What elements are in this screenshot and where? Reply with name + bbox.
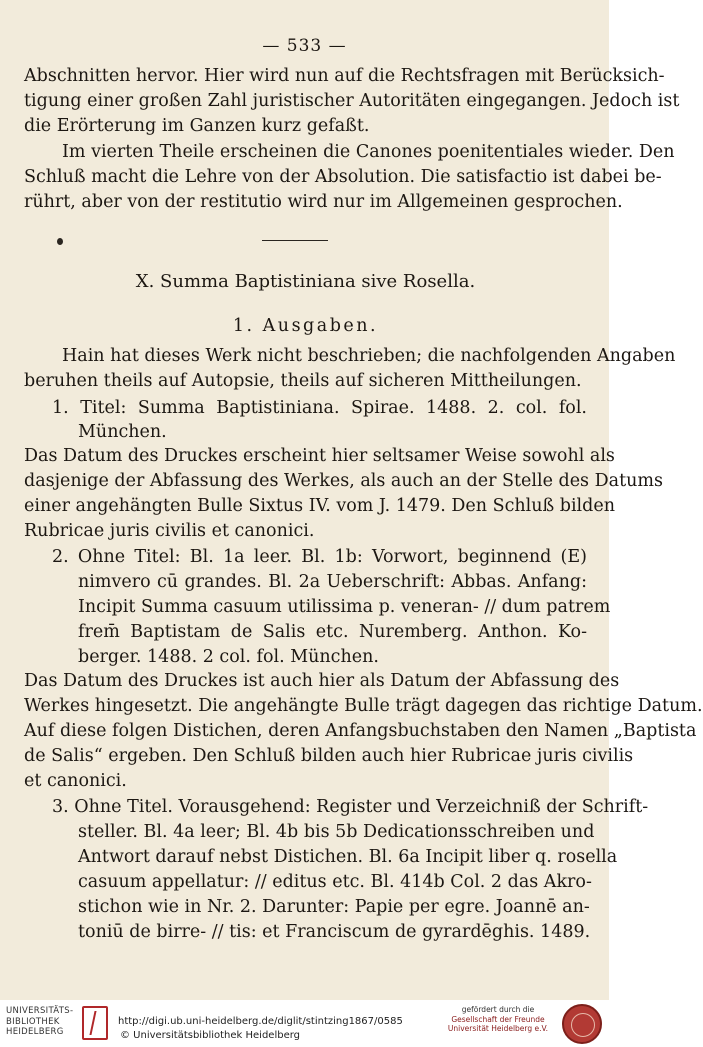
library-name-line: BIBLIOTHEK: [6, 1016, 60, 1027]
funding-line: gefördert durch die: [461, 1005, 535, 1014]
text-line: Das Datum des Druckes erscheint hier seltsamer Weise sowohl als: [24, 446, 615, 466]
text-line: Antwort darauf nebst Distichen. Bl. 6a Incipit liber q. rosella: [78, 847, 618, 867]
section-heading: X. Summa Baptistiniana sive Rosella.: [135, 271, 476, 292]
permalink[interactable]: http://digi.ub.uni-heidelberg.de/diglit/stintzing1867/0585: [118, 1016, 403, 1027]
text-line: Incipit Summa casuum utilissima p. veneran- // dum patrem: [78, 597, 611, 617]
list-item-2-title: 2. Ohne Titel: Bl. 1a leer. Bl. 1b: Vorwort, beginnend (E): [52, 547, 587, 567]
text-line: Auf diese folgen Distichen, deren Anfangsbuchstaben den Namen „Baptista: [24, 721, 697, 741]
subsection-heading: 1. Ausgaben.: [232, 316, 379, 336]
copyright-notice: © Universitätsbibliothek Heidelberg: [120, 1030, 301, 1041]
list-item-3-title: 3. Ohne Titel. Vorausgehend: Register und Verzeichniß der Schrift-: [52, 797, 649, 817]
text-line: berger. 1488. 2 col. fol. München.: [78, 647, 379, 667]
text-line: München.: [78, 422, 167, 442]
text-line: Werkes hingesetzt. Die angehängte Bulle trägt dagegen das richtige Datum.: [24, 696, 703, 716]
viewer-footer: [0, 1000, 609, 1047]
section-divider: [262, 240, 328, 241]
text-line: Rubricae juris civilis et canonici.: [24, 521, 315, 541]
text-line: steller. Bl. 4a leer; Bl. 4b bis 5b Dedicationsschreiben und: [78, 822, 595, 842]
text-line: de Salis“ ergeben. Den Schluß bilden auch hier Rubricae juris civilis: [24, 746, 634, 766]
ink-spot: [57, 238, 63, 245]
library-logo-icon: [82, 1006, 108, 1040]
funding-line: Universität Heidelberg e.V.: [447, 1024, 549, 1033]
text-line: rührt, aber von der restitutio wird nur im Allgemeinen gesprochen.: [24, 192, 623, 212]
text-line: casuum appellatur: // editus etc. Bl. 414b Col. 2 das Akro-: [78, 872, 592, 892]
text-line: die Erörterung im Ganzen kurz gefaßt.: [24, 116, 370, 136]
library-name-line: UNIVERSITÄTS-: [6, 1006, 74, 1016]
text-line: Im vierten Theile erscheinen die Canones poenitentiales wieder. Den: [62, 142, 675, 162]
text-line: dasjenige der Abfassung des Werkes, als auch an der Stelle des Datums: [24, 471, 663, 491]
text-line: einer angehängten Bulle Sixtus IV. vom J. 1479. Den Schluß bilden: [24, 496, 615, 516]
library-name-line: HEIDELBERG: [6, 1027, 64, 1037]
page-number: — 533 —: [262, 36, 347, 56]
funding-notice: [438, 1005, 558, 1034]
text-line: stichon wie in Nr. 2. Darunter: Papie per egre. Joannē an-: [78, 897, 590, 917]
text-line: Abschnitten hervor. Hier wird nun auf die Rechtsfragen mit Berücksich-: [24, 66, 665, 86]
text-line: Das Datum des Druckes ist auch hier als Datum der Abfassung des: [24, 671, 620, 691]
text-line: nimvero cū grandes. Bl. 2a Ueberschrift: Abbas. Anfang:: [78, 572, 587, 592]
text-line: beruhen theils auf Autopsie, theils auf sicheren Mittheilungen.: [24, 371, 582, 391]
library-name: [6, 1006, 80, 1038]
text-line: et canonici.: [24, 771, 127, 791]
university-seal-icon: [562, 1004, 602, 1044]
text-line: toniū de birre- // tis: et Franciscum de gyrardēghis. 1489.: [78, 922, 591, 942]
text-line: tigung einer großen Zahl juristischer Autoritäten eingegangen. Jedoch ist: [24, 91, 680, 111]
list-item-1-title: 1. Titel: Summa Baptistiniana. Spirae. 1488. 2. col. fol.: [52, 398, 587, 418]
text-line: Schluß macht die Lehre von der Absolution. Die satisfactio ist dabei be-: [24, 167, 662, 187]
text-line: frem̄ Baptistam de Salis etc. Nuremberg. Anthon. Ko-: [78, 622, 587, 642]
text-line: Hain hat dieses Werk nicht beschrieben; die nachfolgenden Angaben: [62, 346, 676, 366]
funding-line: Gesellschaft der Freunde: [451, 1014, 545, 1024]
